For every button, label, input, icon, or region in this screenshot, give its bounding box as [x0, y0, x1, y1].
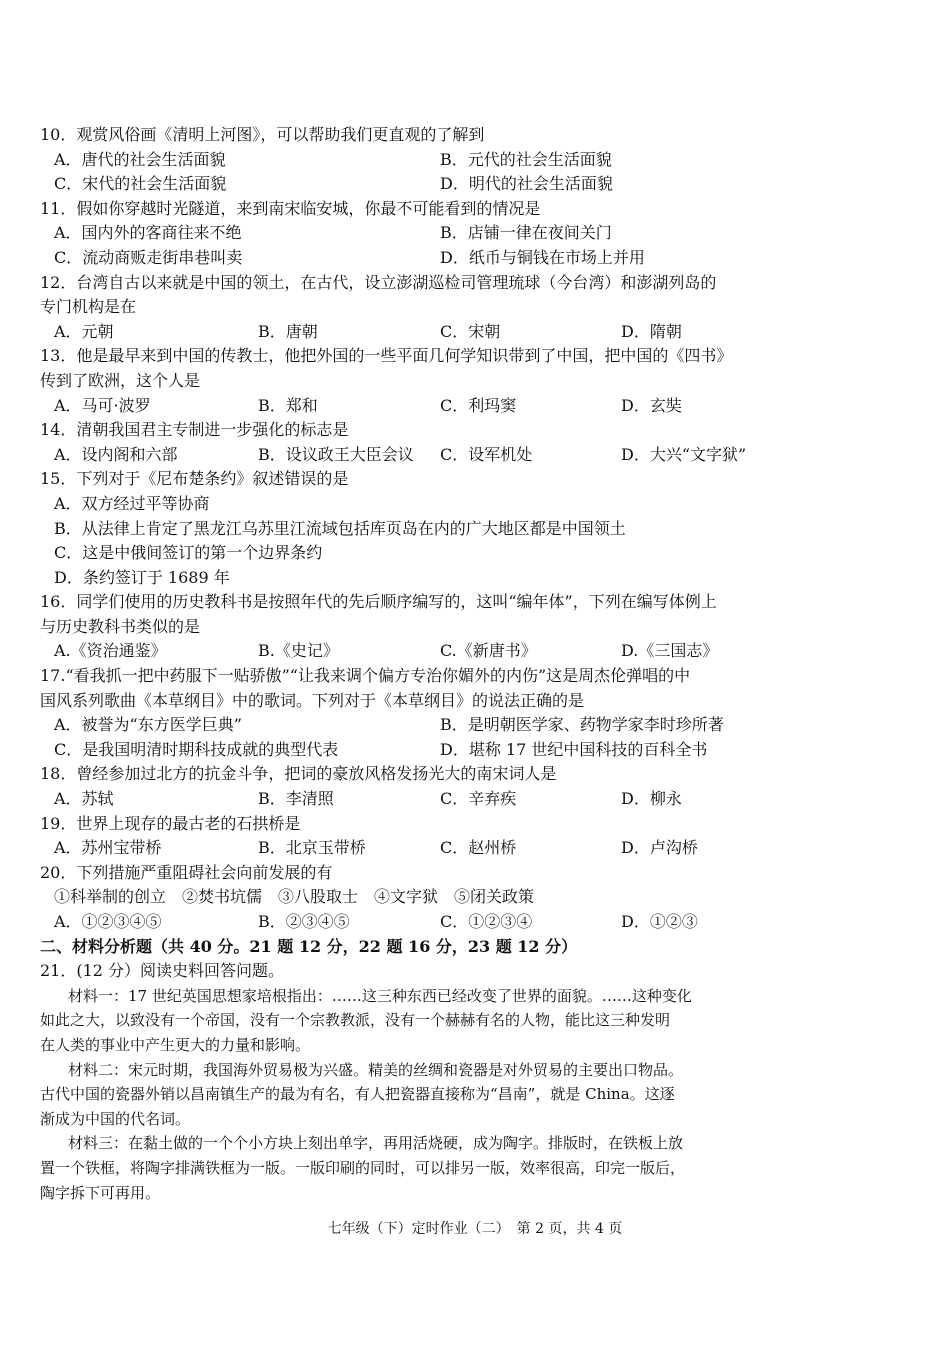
question-18-stem: 18．曾经参加过北方的抗金斗争，把词的豪放风格发扬光大的南宋词人是 [40, 764, 557, 784]
question-17-stem-line-1: 17.“看我抓一把中药服下一贴骄傲”“让我来调个偏方专治你媚外的内伤”这是周杰伦弹唱的中 [40, 666, 691, 686]
page-footer: 七年级（下）定时作业（二） 第 2 页，共 4 页 [327, 1221, 623, 1237]
question-14-options [40, 443, 920, 468]
option-b: B．李清照 [258, 789, 334, 809]
option-d: D．明代的社会生活面貌 [440, 174, 613, 194]
material-3-line-3: 陶字拆下可再用。 [40, 1183, 161, 1202]
material-2-line-3: 渐成为中国的代名词。 [40, 1109, 191, 1128]
option-c: C．辛弃疾 [440, 789, 517, 809]
question-13-options [40, 394, 920, 419]
exam-page [40, 123, 920, 1205]
question-10-options-row-1 [40, 148, 920, 173]
option-d: D．玄奘 [621, 395, 682, 415]
option-b: B．从法律上肯定了黑龙江乌苏里江流域包括库页岛在内的广大地区都是中国领土 [54, 518, 626, 538]
option-a: A．苏州宝带桥 [54, 838, 162, 858]
option-c: C．宋代的社会生活面貌 [54, 174, 227, 194]
material-1-line-1: 材料一：17 世纪英国思想家培根指出：……这三种东西已经改变了世界的面貌。……这种变化 [68, 986, 692, 1005]
question-20-items: ①科举制的创立 ②焚书坑儒 ③八股取士 ④文字狱 ⑤闭关政策 [54, 887, 535, 907]
question-21-stem: 21．(12 分）阅读史料回答问题。 [40, 961, 285, 981]
question-17-options-row-1 [40, 713, 920, 738]
question-19-stem: 19．世界上现存的最古老的石拱桥是 [40, 813, 301, 833]
option-a: A．国内外的客商往来不绝 [54, 223, 242, 243]
option-c: C．①②③④ [440, 912, 533, 931]
option-a: A．苏轼 [54, 789, 114, 809]
question-10-options-row-2 [40, 172, 920, 197]
option-a: A．马可·波罗 [54, 395, 151, 415]
option-c: C．赵州桥 [440, 838, 517, 858]
question-13-stem-line-1: 13．他是最早来到中国的传教士，他把外国的一些平面几何学知识带到了中国，把中国的《四书》 [40, 346, 733, 366]
question-14-stem: 14．清朝我国君主专制进一步强化的标志是 [40, 420, 349, 440]
option-b: B．店铺一律在夜间关门 [440, 223, 612, 243]
question-16-stem-line-2: 与历史教科书类似的是 [40, 616, 201, 636]
option-c: C．这是中俄间签订的第一个边界条约 [54, 543, 323, 563]
question-17-options-row-2 [40, 738, 920, 763]
question-15-stem: 15．下列对于《尼布楚条约》叙述错误的是 [40, 469, 349, 489]
question-18-options [40, 787, 920, 812]
question-20-options [40, 910, 920, 935]
question-11-stem: 11．假如你穿越时光隧道，来到南宋临安城，你最不可能看到的情况是 [40, 198, 541, 218]
option-b: B．②③④⑤ [258, 912, 350, 931]
question-11-options-row-1 [40, 221, 920, 246]
option-b: B．郑和 [258, 395, 318, 415]
question-12-stem-line-2: 专门机构是在 [40, 297, 137, 317]
question-19-options [40, 836, 920, 861]
option-a: A．设内阁和六部 [54, 444, 178, 464]
material-1-line-3: 在人类的事业中产生更大的力量和影响。 [40, 1035, 311, 1054]
question-16-options [40, 639, 920, 664]
option-a: A．双方经过平等协商 [54, 493, 210, 513]
option-a: A．被誉为“东方医学巨典” [54, 715, 242, 735]
material-3-line-2: 置一个铁框，将陶字排满铁框为一版。一版印刷的同时，可以排另一版，效率很高，印完一版后， [40, 1158, 686, 1177]
option-c: C.《新唐书》 [440, 641, 537, 661]
question-12-options [40, 320, 920, 345]
material-3-line-1: 材料三：在黏土做的一个个小方块上刻出单字，再用活烧硬，成为陶字。排版时，在铁板上放 [68, 1134, 684, 1153]
option-d: D．大兴“文字狱” [621, 444, 747, 464]
option-a: A．①②③④⑤ [54, 912, 162, 931]
option-c: C．流动商贩走街串巷叫卖 [54, 247, 243, 267]
question-20-stem: 20．下列措施严重阻碍社会向前发展的有 [40, 862, 333, 882]
material-2-line-1: 材料二：宋元时期，我国海外贸易极为兴盛。精美的丝绸和瓷器是对外贸易的主要出口物品。 [68, 1060, 684, 1079]
option-b: B.《史记》 [258, 641, 339, 661]
option-a: A．元朝 [54, 321, 114, 341]
option-a: A.《资治通鉴》 [54, 641, 167, 661]
option-d: D．条约签订于 1689 年 [54, 567, 230, 587]
option-d: D．卢沟桥 [621, 838, 698, 858]
option-d: D．纸币与铜钱在市场上并用 [440, 247, 645, 267]
option-d: D．柳永 [621, 789, 682, 809]
option-b: B．是明朝医学家、药物学家李时珍所著 [440, 715, 724, 735]
question-13-stem-line-2: 传到了欧洲，这个人是 [40, 370, 201, 390]
material-2-line-2: 古代中国的瓷器外销以昌南镇生产的最为有名，有人把瓷器直接称为“昌南”，就是 China。这逐 [40, 1085, 675, 1104]
option-b: B．唐朝 [258, 321, 318, 341]
section-2-heading: 二、材料分析题（共 40 分。21 题 12 分，22 题 16 分，23 题 12 分） [40, 936, 578, 956]
option-c: C．利玛窦 [440, 395, 517, 415]
question-16-stem-line-1: 16．同学们使用的历史教科书是按照年代的先后顺序编写的，这叫“编年体”，下列在编写体例上 [40, 592, 717, 612]
option-c: C．宋朝 [440, 321, 501, 341]
option-b: B．设议政王大臣会议 [258, 444, 414, 464]
question-12-stem-line-1: 12．台湾自古以来就是中国的领土，在古代，设立澎湖巡检司管理琉球（今台湾）和澎湖列岛的 [40, 272, 717, 292]
option-d: D．隋朝 [621, 321, 682, 341]
question-11-options-row-2 [40, 246, 920, 271]
option-a: A．唐代的社会生活面貌 [54, 149, 226, 169]
question-17-stem-line-2: 国风系列歌曲《本草纲目》中的歌词。下列对于《本草纲目》的说法正确的是 [40, 690, 585, 710]
option-d: D．堪称 17 世纪中国科技的百科全书 [440, 739, 708, 759]
option-b: B．北京玉带桥 [258, 838, 366, 858]
option-c: C．设军机处 [440, 444, 533, 464]
option-c: C．是我国明清时期科技成就的典型代表 [54, 739, 339, 759]
question-10-stem: 10．观赏风俗画《清明上河图》，可以帮助我们更直观的了解到 [40, 125, 485, 144]
option-d: D．①②③ [621, 912, 698, 931]
material-1-line-2: 如此之大，以致没有一个帝国，没有一个宗教教派，没有一个赫赫有名的人物，能比这三种发明 [40, 1011, 671, 1030]
option-d: D.《三国志》 [621, 641, 719, 661]
option-b: B．元代的社会生活面貌 [440, 149, 612, 169]
